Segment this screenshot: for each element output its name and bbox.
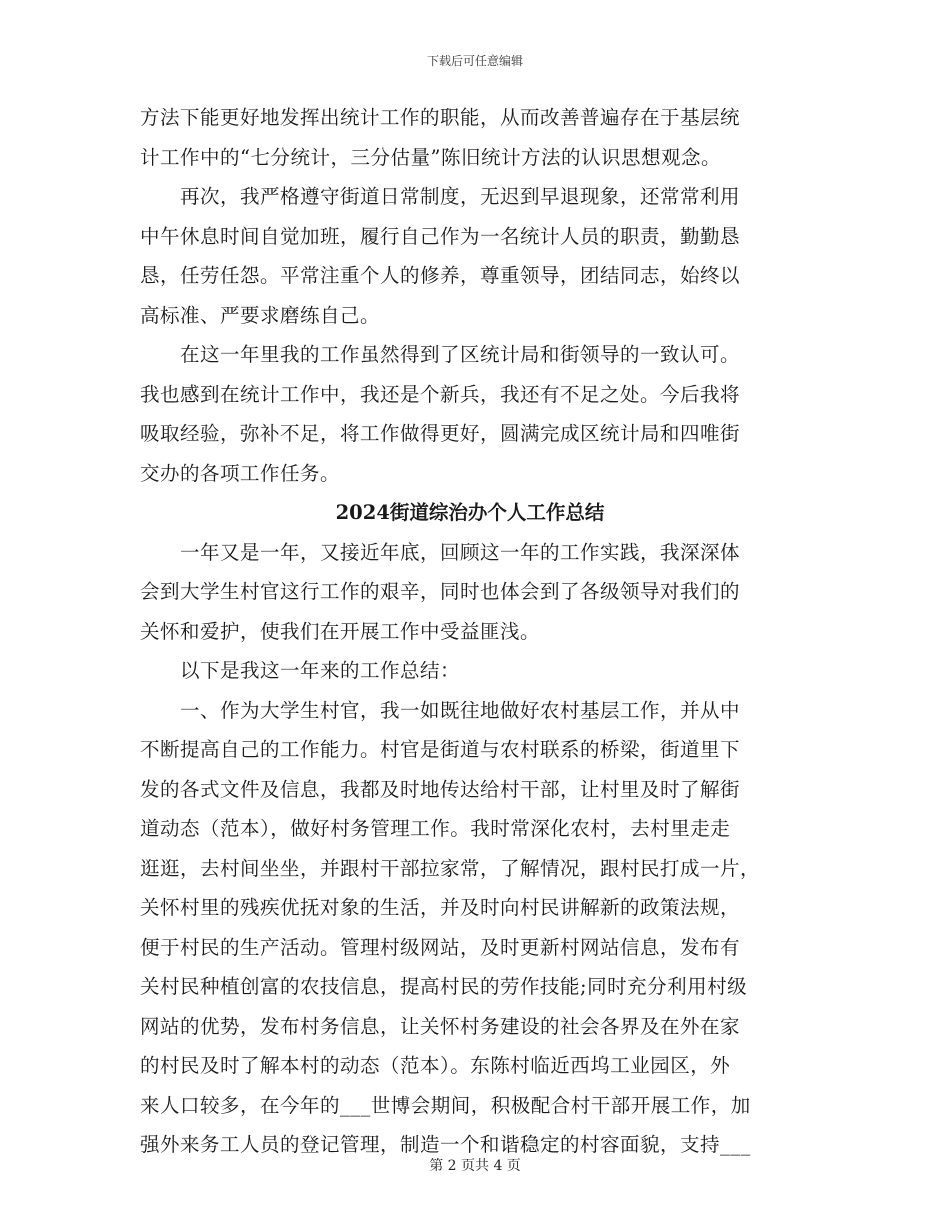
body-line: 以下是我这一年来的工作总结： bbox=[140, 659, 461, 682]
body-line: 不断提高自己的工作能力。村官是街道与农村联系的桥梁，街道里下 bbox=[140, 738, 741, 761]
body-line: 道动态（范本），做好村务管理工作。我时常深化农村，去村里走走 bbox=[140, 817, 731, 840]
body-line: 我也感到在统计工作中，我还是个新兵，我还有不足之处。今后我将 bbox=[140, 382, 741, 406]
body-line: 方法下能更好地发挥出统计工作的职能，从而改善普遍存在于基层统 bbox=[140, 106, 741, 129]
body-line: 的村民及时了解本村的动态（范本）。东陈村临近西坞工业园区，外 bbox=[140, 1054, 731, 1077]
page-footer: 第 2 页共 4 页 bbox=[429, 1158, 521, 1174]
body-line: 再次，我严格遵守街道日常制度，无迟到早退现象，还常常利用 bbox=[140, 185, 741, 208]
body-line: 一年又是一年，又接近年底，回顾这一年的工作实践，我深深体 bbox=[140, 540, 741, 564]
body-line: 逛逛，去村间坐坐，并跟村干部拉家常，了解情况，跟村民打成一片， bbox=[140, 856, 761, 880]
body-line: 恳，任劳任怨。平常注重个人的修养，尊重领导，团结同志，始终以 bbox=[140, 264, 741, 287]
body-line: 在这一年里我的工作虽然得到了区统计局和街领导的一致认可。 bbox=[140, 343, 741, 366]
body-line: 关怀村里的残疾优抚对象的生活，并及时向村民讲解新的政策法规， bbox=[140, 896, 741, 919]
body-line: 中午休息时间自觉加班，履行自己作为一名统计人员的职责，勤勤恳 bbox=[140, 224, 741, 248]
body-line: 关村民种植创富的农技信息，提高村民的劳作技能;同时充分利用村级 bbox=[140, 975, 748, 998]
body-line: 会到大学生村官这行工作的艰辛，同时也体会到了各级领导对我们的 bbox=[140, 580, 741, 603]
body-line: 交办的各项工作任务。 bbox=[140, 461, 341, 485]
body-line: 关怀和爱护，使我们在开展工作中受益匪浅。 bbox=[140, 619, 541, 643]
body-line: 网站的优势，发布村务信息，让关怀村务建设的社会各界及在外在家 bbox=[140, 1014, 741, 1038]
page-header: 下载后可任意编辑 bbox=[426, 54, 523, 68]
body-line: 吸取经验，弥补不足，将工作做得更好，圆满完成区统计局和四唯街 bbox=[140, 422, 741, 445]
body-line: 发的各式文件及信息，我都及时地传达给村干部，让村里及时了解街 bbox=[140, 777, 741, 801]
document-body bbox=[140, 98, 800, 1165]
body-line: 强外来务工人员的登记管理，制造一个和谐稳定的村容面貌，支持___ bbox=[140, 1133, 751, 1156]
body-line: 便于村民的生产活动。管理村级网站，及时更新村网站信息，发布有 bbox=[140, 935, 741, 959]
section-title: 2024街道综治办个人工作总结 bbox=[335, 501, 605, 524]
body-line: 一、作为大学生村官，我一如既往地做好农村基层工作，并从中 bbox=[140, 698, 741, 722]
body-line: 计工作中的“七分统计，三分估量”陈旧统计方法的认识思想观念。 bbox=[140, 145, 721, 169]
body-line: 高标准、严要求磨练自己。 bbox=[140, 303, 381, 327]
body-line: 来人口较多，在今年的___世博会期间，积极配合村干部开展工作，加 bbox=[140, 1093, 751, 1117]
